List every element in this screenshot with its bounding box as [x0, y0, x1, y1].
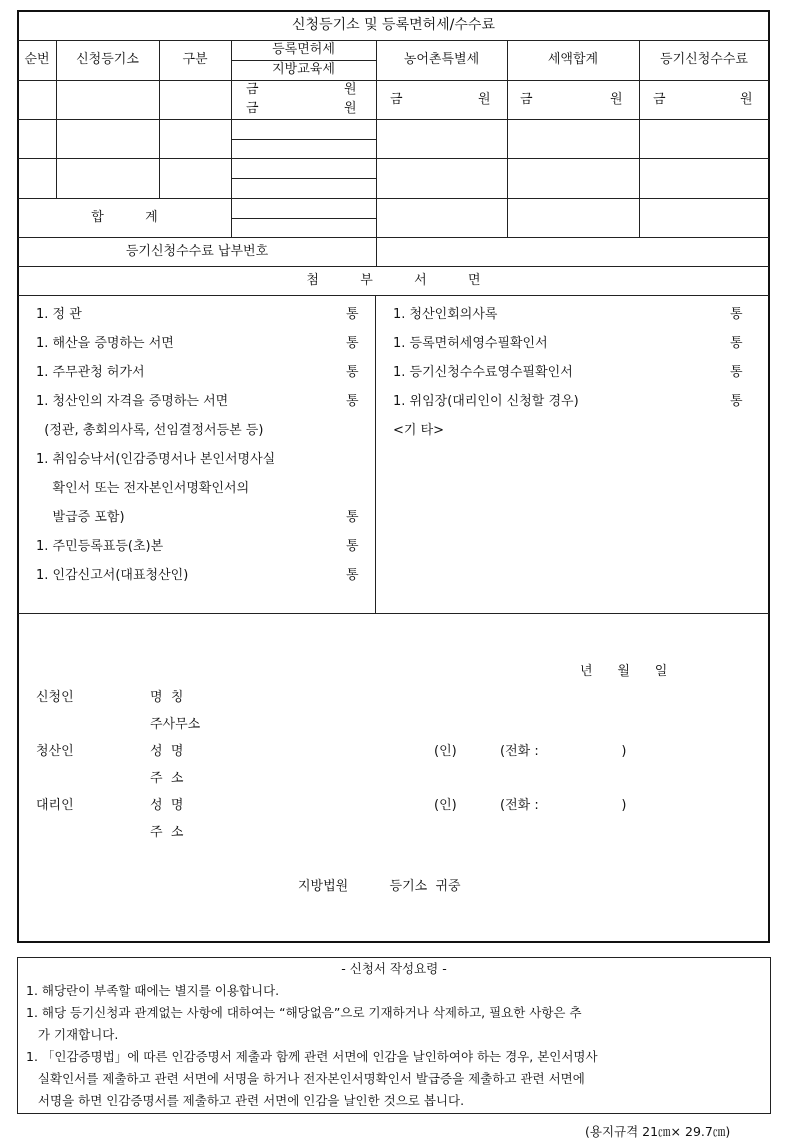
attachment-item: 1. 해산을 증명하는 서면	[36, 336, 174, 351]
row-line	[18, 119, 769, 120]
person-name-label: 성 명	[150, 744, 184, 759]
guide-line: 가 기재합니다.	[26, 1027, 119, 1042]
won-label: 원	[740, 92, 753, 107]
attachment-item: 발급증 포함)	[36, 510, 125, 525]
row-line	[18, 613, 769, 614]
payment-number-label: 등기신청수수료 납부번호	[125, 244, 269, 259]
guide-title: - 신청서 작성요령 -	[341, 961, 447, 976]
guide-line: 1. 해당 등기신청과 관계없는 사항에 대하여는 “해당없음”으로 기재하거나 삭제하고, 필요한 사항은 추	[26, 1005, 582, 1020]
row-line	[231, 60, 376, 61]
amount-label: 금	[653, 92, 666, 107]
court-addressee: 지방법원 등기소 귀중	[298, 879, 461, 894]
attachment-item: <기 타>	[393, 423, 445, 438]
attachment-unit: 통	[346, 539, 359, 554]
attachment-item: 1. 주민등록표등(초)본	[36, 539, 164, 554]
row-line	[18, 295, 769, 296]
office-label: 주사무소	[150, 717, 201, 732]
attachment-item: 1. 취임승낙서(인감증명서나 본인서명사실	[36, 452, 276, 467]
row-line	[18, 198, 769, 199]
attachment-item: (정관, 총회의사록, 선임결정서등본 등)	[36, 423, 264, 438]
attachments-title: 첨 부 서 면	[306, 273, 481, 288]
attachment-item: 확인서 또는 전자본인서명확인서의	[36, 481, 250, 496]
attachment-unit: 통	[730, 336, 743, 351]
row-line	[231, 139, 376, 140]
row-line	[18, 80, 769, 81]
name-label: 명 칭	[150, 690, 184, 705]
header-reg-tax: 등록면허세	[272, 42, 335, 57]
row-line	[18, 237, 769, 238]
attachment-unit: 통	[730, 365, 743, 380]
header-rural-tax: 농어촌특별세	[403, 52, 480, 67]
agent-label: 대리인	[36, 798, 74, 813]
guide-line: 실확인서를 제출하고 관련 서면에 서명을 하거나 전자본인서명확인서 발급증을 제출하고 관련 서면에	[26, 1071, 585, 1086]
amount-label: 금	[520, 92, 533, 107]
liquidator-label: 청산인	[36, 744, 74, 759]
seal-mark: (인)	[434, 744, 457, 759]
date-line: 년 월 일	[580, 664, 668, 679]
header-tax-total: 세액합계	[547, 52, 599, 67]
amount-label: 금	[390, 92, 403, 107]
attachment-item: 1. 인감신고서(대표청산인)	[36, 568, 189, 583]
writing-guide-box	[17, 957, 771, 1114]
amount-label: 금	[246, 101, 259, 116]
header-fee: 등기신청수수료	[660, 52, 748, 67]
attachment-unit: 통	[346, 394, 359, 409]
phone-field: (전화 : )	[500, 744, 627, 759]
attachment-unit: 통	[730, 394, 743, 409]
attachment-item: 1. 청산인회의사록	[393, 307, 498, 322]
paper-size: (용지규격 21㎝× 29.7㎝)	[585, 1124, 731, 1139]
guide-line: 1. 해당란이 부족할 때에는 별지를 이용합니다.	[26, 983, 280, 998]
attachment-item: 1. 청산인의 자격을 증명하는 서면	[36, 394, 229, 409]
applicant-label: 신청인	[36, 690, 74, 705]
attachment-unit: 통	[346, 510, 359, 525]
application-form	[17, 10, 770, 943]
form-title: 신청등기소 및 등록면허세/수수료	[292, 17, 495, 33]
col-line	[639, 40, 640, 237]
address-label: 주 소	[150, 771, 184, 786]
guide-line: 서명을 하면 인감증명서를 제출하고 관련 서면에 인감을 날인한 것으로 봅니다.	[26, 1093, 465, 1108]
person-name-label: 성 명	[150, 798, 184, 813]
attachment-unit: 통	[730, 307, 743, 322]
header-seq: 순번	[24, 52, 50, 67]
attachment-item: 1. 등록면허세영수필확인서	[393, 336, 548, 351]
attachment-item: 1. 등기신청수수료영수필확인서	[393, 365, 573, 380]
won-label: 원	[610, 92, 623, 107]
attachment-item: 1. 위임장(대리인이 신청할 경우)	[393, 394, 579, 409]
phone-field: (전화 : )	[500, 798, 627, 813]
row-line	[18, 266, 769, 267]
attachment-item: 1. 주무관청 허가서	[36, 365, 145, 380]
won-label: 원	[478, 92, 491, 107]
won-label: 원	[344, 82, 357, 97]
col-line	[375, 295, 376, 613]
seal-mark: (인)	[434, 798, 457, 813]
attachment-unit: 통	[346, 568, 359, 583]
col-line	[507, 40, 508, 237]
row-line	[231, 178, 376, 179]
row-line	[18, 40, 769, 41]
amount-label: 금	[246, 82, 259, 97]
header-office: 신청등기소	[76, 52, 139, 67]
header-category: 구분	[182, 52, 208, 67]
address-label: 주 소	[150, 825, 184, 840]
col-line	[376, 40, 377, 266]
total-label: 합 계	[91, 210, 158, 225]
row-line	[18, 158, 769, 159]
attachment-unit: 통	[346, 336, 359, 351]
header-edu-tax: 지방교육세	[272, 62, 335, 77]
guide-line: 1. 「인감증명법」에 따른 인감증명서 제출과 함께 관련 서면에 인감을 날인하여야 하는 경우, 본인서명사	[26, 1049, 598, 1064]
attachment-unit: 통	[346, 365, 359, 380]
row-line	[231, 218, 376, 219]
attachment-unit: 통	[346, 307, 359, 322]
attachment-item: 1. 정 관	[36, 307, 82, 322]
won-label: 원	[344, 101, 357, 116]
